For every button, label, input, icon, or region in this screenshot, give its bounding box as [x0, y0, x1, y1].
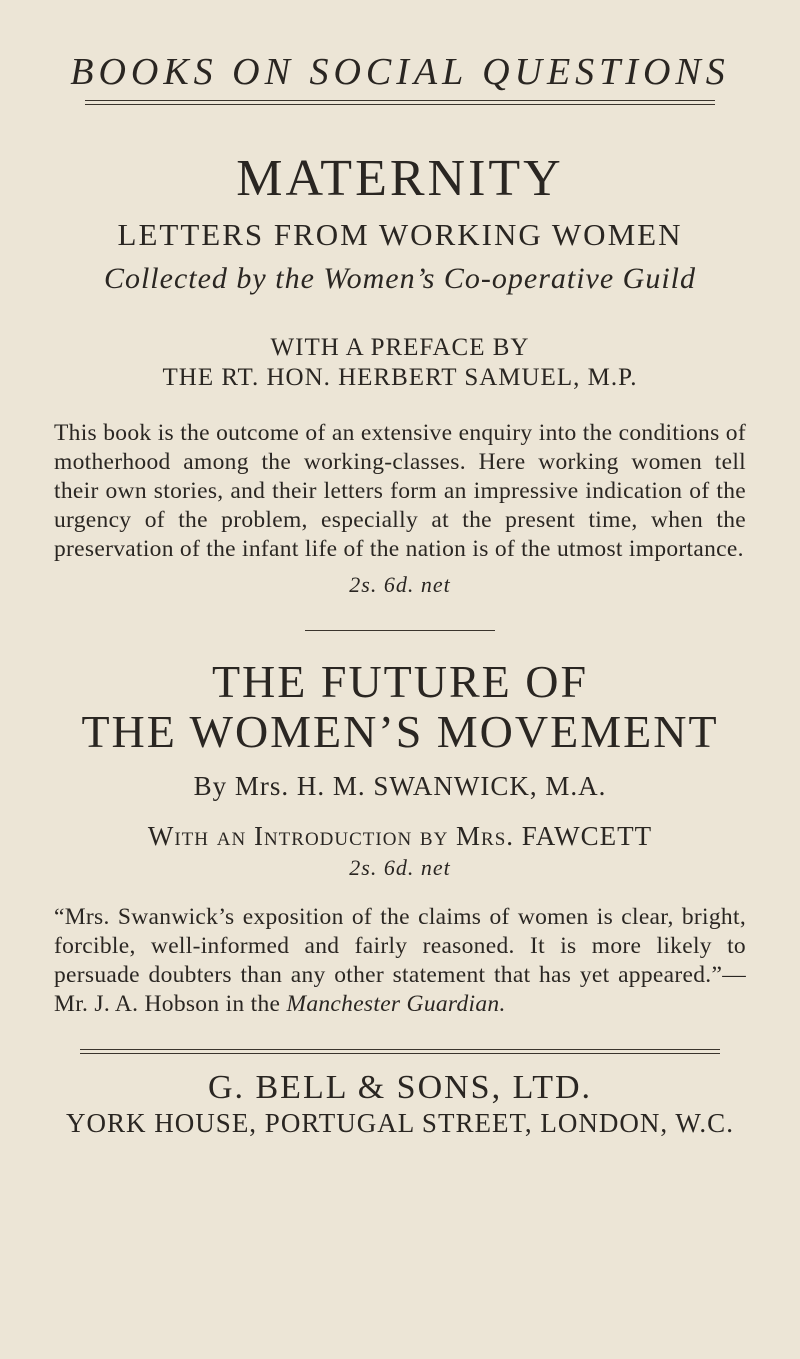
review-source: Manchester Guardian. — [286, 991, 506, 1017]
series-rule — [85, 100, 715, 105]
book2-title-line1: THE FUTURE OF — [211, 656, 589, 707]
series-title: BOOKS ON SOCIAL QUESTIONS — [70, 51, 730, 93]
book2-author: By Mrs. H. M. SWANWICK, M.A. — [193, 771, 607, 801]
review-attribution: —Mr. J. A. Hobson in the — [54, 962, 746, 1017]
book2-price: 2s. 6d. net — [349, 855, 451, 880]
review-quote: “Mrs. Swanwick’s exposition of the claims of women is clear, bright, forcible, well-informed and fairly reasoned. It is more likely to persuade doubters than any other statement that has yet appeared.” — [54, 904, 746, 988]
book2-introduction: With an Introduction by Mrs. FAWCETT — [147, 821, 653, 851]
publisher-name: G. BELL & SONS, LTD. — [207, 1069, 593, 1106]
book1-price: 2s. 6d. net — [349, 572, 451, 597]
advertisement-page — [0, 52, 800, 1359]
book2-review — [54, 903, 746, 1019]
book1-preface-line1: WITH A PREFACE BY — [270, 334, 530, 361]
publisher-rule — [80, 1049, 720, 1054]
book1-preface-line2: THE RT. HON. HERBERT SAMUEL, M.P. — [162, 364, 638, 391]
book1-subtitle: LETTERS FROM WORKING WOMEN — [117, 217, 683, 252]
book1-title: MATERNITY — [236, 150, 564, 207]
publisher — [50, 1070, 750, 1138]
book2-title-line2: THE WOMEN’S MOVEMENT — [81, 706, 719, 757]
book1-description: This book is the outcome of an extensive enquiry into the conditions of motherhood among the working-classes. Here working women tell their own stories, and their letters form an impressive indication of the urgency of the problem, especially at the present time, when the preservation of the infant life of the nation is of the utmost importance. — [54, 420, 746, 562]
book-future-womens-movement — [50, 657, 750, 1019]
section-divider — [305, 630, 495, 631]
book-maternity — [50, 151, 750, 598]
publisher-address: YORK HOUSE, PORTUGAL STREET, LONDON, W.C. — [66, 1108, 734, 1138]
book1-collected: Collected by the Women’s Co-operative Guild — [103, 262, 697, 295]
